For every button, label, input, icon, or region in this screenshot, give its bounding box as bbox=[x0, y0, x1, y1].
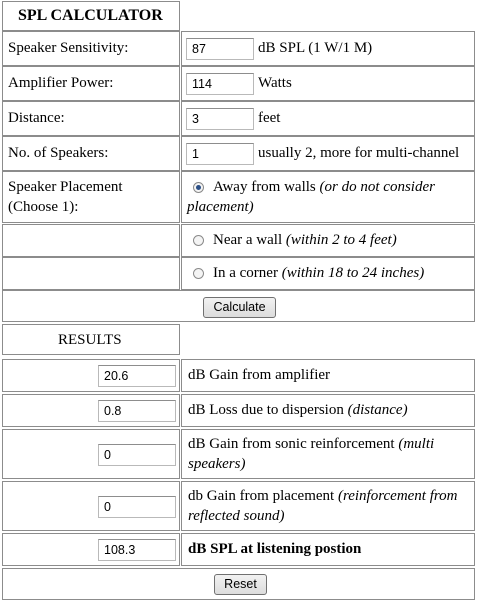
placement-option-corner-note: (within 18 to 24 inches) bbox=[281, 265, 425, 281]
sensitivity-label-cell bbox=[2, 31, 180, 66]
result-spl-output[interactable]: 108.3 bbox=[98, 539, 176, 561]
placement-option-away-note: (or do not consider placement) bbox=[187, 179, 435, 215]
speakers-label: No. of Speakers: bbox=[8, 145, 109, 161]
power-label: Amplifier Power: bbox=[8, 75, 114, 91]
result-dispersion-label-cell bbox=[181, 394, 475, 427]
result-reinforcement-label: dB Gain from sonic reinforcement bbox=[188, 436, 395, 452]
speakers-value-cell bbox=[181, 136, 475, 171]
power-value-cell bbox=[181, 66, 475, 101]
placement-option-corner-label: In a corner bbox=[213, 265, 278, 281]
calculator-title: SPL CALCULATOR bbox=[18, 7, 163, 24]
placement-option-wall-cell bbox=[181, 224, 475, 257]
result-placement-label-cell bbox=[181, 481, 475, 531]
sensitivity-label: Speaker Sensitivity: bbox=[8, 40, 129, 56]
result-reinforcement-note: (multi speakers) bbox=[188, 436, 435, 472]
result-placement-value-cell bbox=[2, 481, 180, 531]
placement-option-away-cell bbox=[181, 171, 475, 223]
power-label-cell bbox=[2, 66, 180, 101]
placement-label-cell bbox=[2, 171, 180, 223]
result-dispersion-output[interactable]: 0.8 bbox=[98, 400, 176, 422]
result-amp-output[interactable]: 20.6 bbox=[98, 365, 176, 387]
distance-label-cell bbox=[2, 101, 180, 136]
result-reinforcement-output[interactable]: 0 bbox=[98, 444, 176, 466]
result-spl-value-cell bbox=[2, 533, 180, 566]
placement-spacer-cell-2 bbox=[2, 257, 180, 290]
result-dispersion-text bbox=[188, 402, 408, 419]
power-input[interactable]: 114 bbox=[186, 73, 254, 95]
distance-label: Distance: bbox=[8, 110, 65, 126]
speakers-unit: usually 2, more for multi-channel bbox=[258, 145, 460, 161]
result-spl-label-cell bbox=[181, 533, 475, 566]
result-placement-label: db Gain from placement bbox=[188, 488, 335, 504]
result-dispersion-label: dB Loss due to dispersion bbox=[188, 402, 344, 418]
reset-cell bbox=[2, 568, 475, 600]
calculate-button[interactable]: Calculate bbox=[203, 297, 276, 318]
power-unit: Watts bbox=[258, 75, 292, 91]
result-spl-label: dB SPL at listening postion bbox=[188, 541, 362, 557]
sensitivity-unit: dB SPL (1 W/1 M) bbox=[258, 40, 373, 56]
distance-input[interactable]: 3 bbox=[186, 108, 254, 130]
results-title: RESULTS bbox=[58, 332, 122, 348]
placement-option-corner-cell bbox=[181, 257, 475, 290]
reset-button[interactable]: Reset bbox=[214, 574, 267, 595]
result-reinforcement-value-cell bbox=[2, 429, 180, 479]
result-placement-note: (reinforcement from reflected sound) bbox=[188, 488, 458, 524]
placement-option-corner-text bbox=[213, 265, 424, 282]
result-amp-value-cell bbox=[2, 359, 180, 392]
result-dispersion-note: (distance) bbox=[347, 402, 408, 418]
speakers-label-cell bbox=[2, 136, 180, 171]
result-dispersion-value-cell bbox=[2, 394, 180, 427]
placement-option-wall-text bbox=[213, 232, 397, 249]
placement-option-wall-label: Near a wall bbox=[213, 232, 283, 248]
placement-label-line2: (Choose 1): bbox=[8, 199, 79, 215]
placement-option-away-label: Away from walls bbox=[213, 179, 316, 195]
distance-value-cell bbox=[181, 101, 475, 136]
result-amp-label: dB Gain from amplifier bbox=[188, 367, 331, 383]
placement-label-line1: Speaker Placement bbox=[8, 179, 123, 195]
calculate-cell bbox=[2, 290, 475, 322]
distance-unit: feet bbox=[258, 110, 281, 126]
sensitivity-value-cell bbox=[181, 31, 475, 66]
speakers-input[interactable]: 1 bbox=[186, 143, 254, 165]
radio-near-a-wall[interactable] bbox=[193, 235, 204, 246]
placement-option-wall-note: (within 2 to 4 feet) bbox=[285, 232, 397, 248]
result-reinforcement-label-cell bbox=[181, 429, 475, 479]
result-placement-output[interactable]: 0 bbox=[98, 496, 176, 518]
result-placement-text bbox=[188, 486, 470, 526]
results-title-cell bbox=[2, 324, 180, 355]
placement-option-away-text bbox=[187, 177, 469, 217]
radio-in-a-corner[interactable] bbox=[193, 268, 204, 279]
placement-spacer-cell-1 bbox=[2, 224, 180, 257]
result-reinforcement-text bbox=[188, 434, 470, 474]
calculator-title-cell bbox=[2, 1, 180, 31]
sensitivity-input[interactable]: 87 bbox=[186, 38, 254, 60]
result-amp-label-cell bbox=[181, 359, 475, 392]
